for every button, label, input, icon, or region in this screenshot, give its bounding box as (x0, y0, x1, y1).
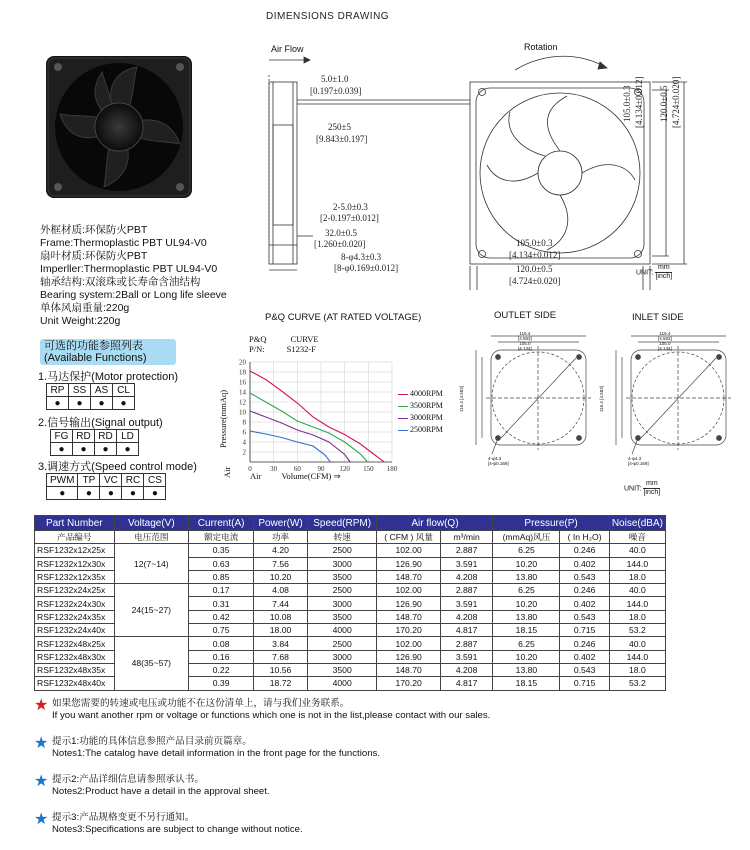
inlet-height (599, 386, 604, 412)
table-cell: 4.817 (440, 624, 493, 637)
table-cell: 18.72 (254, 677, 308, 690)
note-item (34, 812, 490, 836)
column-subheader: 产品编号 (35, 531, 115, 544)
function-grid-motor (46, 383, 135, 410)
page-title: DIMENSIONS DRAWING (266, 11, 390, 22)
table-cell: 3000 (307, 557, 377, 570)
table-cell: 40.0 (609, 584, 665, 597)
star-icon: ★ (34, 735, 49, 752)
function-group-title: 1.马达保护(Motor protection) (38, 371, 178, 383)
function-code: FG (51, 430, 73, 443)
table-cell: 2.887 (440, 544, 493, 557)
dim-label: 116.4 (519, 331, 531, 336)
function-dot: ● (144, 487, 166, 500)
pq-label: P&Q (249, 334, 267, 344)
table-cell: 6.25 (493, 584, 560, 597)
table-cell: 2500 (307, 584, 377, 597)
y-tick-label: 6 (242, 428, 246, 437)
y-tick-label: 18 (239, 368, 246, 377)
y-tick-label: 16 (239, 378, 246, 387)
function-grid-speed (46, 473, 166, 500)
dim-label: 116.4 (459, 401, 464, 412)
function-grid-signal (50, 429, 139, 456)
series-line (250, 393, 368, 462)
table-cell: 4.208 (440, 663, 493, 676)
table-cell: 0.246 (560, 637, 609, 650)
table-cell: 53.2 (609, 677, 665, 690)
table-cell: 2500 (307, 544, 377, 557)
dim-label: [4.134] (658, 346, 672, 351)
unit-inch: [inch] (655, 273, 673, 280)
dim-label: 5.0±1.0 (321, 74, 349, 84)
table-cell: 0.16 (189, 650, 254, 663)
table-cell: RSF1232x12x25x (35, 544, 115, 557)
x-tick-label: 180 (386, 465, 398, 473)
column-subheader: 噪音 (609, 531, 665, 544)
voltage-cell: 12(7~14) (114, 544, 189, 584)
table-cell: 0.402 (560, 557, 609, 570)
star-icon: ★ (34, 697, 49, 714)
table-cell: 126.90 (377, 650, 440, 663)
column-header: Air flow(Q) (377, 516, 493, 531)
table-cell: 18.0 (609, 610, 665, 623)
spec-table (34, 515, 666, 691)
star-icon: ★ (34, 811, 49, 828)
unit-mm: mm (655, 264, 672, 273)
functions-header (40, 339, 176, 365)
table-cell: RSF1232x24x40x (35, 624, 115, 637)
dim-label: [4.724±0.020] (509, 276, 561, 286)
inlet-holes (628, 456, 649, 466)
table-cell: 7.56 (254, 557, 308, 570)
table-cell: 2.887 (440, 584, 493, 597)
table-cell: 3000 (307, 597, 377, 610)
function-dot: ● (69, 397, 91, 410)
dim-label: 8-φ4.3±0.3 (341, 252, 382, 262)
table-cell: 0.402 (560, 597, 609, 610)
function-group-title: 3.调速方式(Speed control mode) (38, 461, 197, 473)
table-cell: 0.543 (560, 570, 609, 583)
note-en: Notes2:Product have a detail in the approval sheet. (52, 786, 270, 797)
table-cell: RSF1232x48x40x (35, 677, 115, 690)
table-cell: 3000 (307, 650, 377, 663)
table-cell: 10.20 (493, 597, 560, 610)
y-tick-label: 4 (242, 438, 246, 447)
pq-xlabel-volume: Volume(CFM) (281, 471, 332, 481)
function-code: RP (47, 384, 69, 397)
y-tick-label: 20 (239, 358, 246, 367)
airflow-label: Air Flow (271, 44, 304, 54)
note-item (34, 774, 490, 798)
table-cell: 102.00 (377, 584, 440, 597)
spec-line: Imperller:Thermoplastic PBT UL94-V0 (40, 263, 218, 275)
dim-label: [8-φ0.169±0.012] (334, 263, 399, 273)
function-code: RC (122, 474, 144, 487)
dim-label: 250±5 (328, 122, 351, 132)
voltage-cell: 24(15~27) (114, 584, 189, 637)
column-subheader: 额定电流 (189, 531, 254, 544)
note-cn: 提示1:功能的具体信息参照产品目录前页篇章。 (52, 736, 252, 747)
outlet-title: OUTLET SIDE (494, 310, 557, 321)
unit-legend-2 (624, 480, 660, 497)
function-code: RD (73, 430, 95, 443)
column-header: Power(W) (254, 516, 308, 531)
y-tick-label: 8 (242, 418, 246, 427)
spec-line: 单体风扇重量:220g (40, 302, 130, 314)
table-cell: 4000 (307, 624, 377, 637)
dim-label: 105.0 (519, 341, 531, 346)
table-cell: 4.20 (254, 544, 308, 557)
function-code: RD (95, 430, 117, 443)
dim-label: 4-φ4.3 (488, 456, 502, 461)
table-cell: 102.00 (377, 637, 440, 650)
x-tick-label: 120 (339, 465, 350, 473)
table-cell: 148.70 (377, 570, 440, 583)
dim-label: [9.843±0.197] (316, 134, 368, 144)
table-cell: 53.2 (609, 624, 665, 637)
y-tick-label: 14 (239, 388, 246, 397)
fan-photo (42, 52, 197, 202)
table-row (35, 637, 666, 650)
function-code: VC (100, 474, 122, 487)
table-cell: RSF1232x48x35x (35, 663, 115, 676)
unit-mm: mm (643, 480, 660, 489)
x-tick-label: 30 (270, 465, 278, 473)
pq-curve-label: CURVE (290, 334, 319, 344)
note-item (34, 698, 490, 722)
note-cn: 如果您需要的转速或电压或功能不在这份清单上，请与我们业务联系。 (52, 698, 350, 709)
column-header: Part Number (35, 516, 115, 531)
dim-label: [4.134±0.012] (509, 250, 561, 260)
function-code: AS (91, 384, 113, 397)
rotation-label: Rotation (524, 42, 558, 52)
table-cell: RSF1232x24x30x (35, 597, 115, 610)
pq-header (249, 334, 319, 354)
unit-label: UNIT: (636, 269, 654, 277)
table-cell: 170.20 (377, 677, 440, 690)
outlet-dims (518, 331, 532, 351)
table-cell: RSF1232x12x35x (35, 570, 115, 583)
table-cell: 7.44 (254, 597, 308, 610)
table-cell: 4.817 (440, 677, 493, 690)
function-dot: ● (91, 397, 113, 410)
spec-list (40, 224, 227, 328)
dim-label: [4.134] (518, 346, 532, 351)
function-code: SS (69, 384, 91, 397)
table-cell: 4000 (307, 677, 377, 690)
table-cell: 0.42 (189, 610, 254, 623)
legend-entry: 3500RPM (410, 401, 443, 410)
x-tick-label: 90 (317, 465, 325, 473)
table-cell: 0.39 (189, 677, 254, 690)
pq-ylabel-air: Air (222, 466, 232, 478)
table-cell: 0.17 (189, 584, 254, 597)
legend-entry: 2500RPM (410, 425, 443, 434)
table-cell: RSF1232x12x30x (35, 557, 115, 570)
inlet-title: INLET SIDE (632, 312, 684, 323)
function-dot: ● (117, 443, 139, 456)
column-subheader: m³/min (440, 531, 493, 544)
function-dot: ● (47, 397, 69, 410)
function-dot: ● (113, 397, 135, 410)
table-cell: 4.08 (254, 584, 308, 597)
table-cell: 170.20 (377, 624, 440, 637)
function-code: CL (113, 384, 135, 397)
column-subheader: ( CFM ) 风量 (377, 531, 440, 544)
note-en: Notes1:The catalog have detail information in the front page for the functions. (52, 748, 380, 759)
spec-line: Unit Weight:220g (40, 315, 121, 327)
note-en: If you want another rpm or voltage or functions which one is not in the list,please contact with our sales. (52, 710, 491, 721)
dim-label: [4.583] (518, 336, 532, 341)
function-dot: ● (100, 487, 122, 500)
function-code: CS (144, 474, 166, 487)
table-cell: 6.25 (493, 637, 560, 650)
function-code: LD (117, 430, 139, 443)
table-cell: 0.35 (189, 544, 254, 557)
table-cell: RSF1232x48x25x (35, 637, 115, 650)
table-cell: 6.25 (493, 544, 560, 557)
spec-line: Frame:Thermoplastic PBT UL94-V0 (40, 237, 207, 249)
dim-label: [0.197±0.039] (310, 86, 362, 96)
table-cell: 18.15 (493, 624, 560, 637)
table-cell: 102.00 (377, 544, 440, 557)
spec-line: Bearing system:2Ball or Long life sleeve (40, 289, 227, 301)
column-subheader: 转速 (307, 531, 377, 544)
x-tick-label: 60 (293, 465, 301, 473)
pq-section-title: P&Q CURVE (AT RATED VOLTAGE) (265, 312, 422, 323)
table-cell: 2500 (307, 637, 377, 650)
y-tick-label: 10 (239, 408, 246, 417)
column-header: Voltage(V) (114, 516, 189, 531)
dimension-drawing (255, 30, 695, 290)
functions-title-en: (Available Functions) (44, 352, 147, 364)
table-cell: 144.0 (609, 557, 665, 570)
dim-label: 32.0±0.5 (325, 228, 357, 238)
dim-label: [2-0.197±0.012] (320, 213, 379, 223)
dim-label: [1.260±0.020] (314, 239, 366, 249)
dim-label: 105.0±0.3 (516, 238, 553, 248)
column-subheader: ( In H₂O) (560, 531, 609, 544)
table-cell: 3.591 (440, 557, 493, 570)
pq-part-number: S1232-F (286, 344, 316, 354)
table-cell: 13.80 (493, 570, 560, 583)
table-cell: 2.887 (440, 637, 493, 650)
dim-label: 116.4 (659, 331, 671, 336)
dim-label: 120.0±0.5 (516, 264, 553, 274)
function-code: PWM (47, 474, 78, 487)
note-cn: 提示3:产品规格变更不另行通知。 (52, 812, 195, 823)
table-cell: 0.63 (189, 557, 254, 570)
table-cell: 144.0 (609, 597, 665, 610)
table-cell: 10.20 (493, 557, 560, 570)
pq-ylabel: Pressure(mmAq) (218, 389, 228, 448)
table-cell: RSF1232x24x25x (35, 584, 115, 597)
outlet-height (459, 386, 464, 412)
table-cell: 0.543 (560, 663, 609, 676)
function-group-title: 2.信号输出(Signal output) (38, 417, 163, 429)
table-cell: 126.90 (377, 557, 440, 570)
dim-label: 105.0 (659, 341, 671, 346)
spec-line: 外框材质:环保防火PBT (40, 224, 148, 236)
column-header: Current(A) (189, 516, 254, 531)
column-subheader: (mmAq)风压 (493, 531, 560, 544)
function-dot: ● (51, 443, 73, 456)
y-tick-label: 12 (239, 398, 246, 407)
table-cell: 148.70 (377, 663, 440, 676)
table-cell: 4.208 (440, 610, 493, 623)
dim-label: [4.583] (658, 336, 672, 341)
table-cell: 3500 (307, 663, 377, 676)
table-cell: 18.15 (493, 677, 560, 690)
function-dot: ● (73, 443, 95, 456)
table-cell: 0.715 (560, 624, 609, 637)
arrow-icon: ⇒ (333, 471, 341, 481)
legend-entry: 3000RPM (410, 413, 443, 422)
table-cell: 7.68 (254, 650, 308, 663)
table-cell: 18.0 (609, 663, 665, 676)
x-tick-label: 150 (363, 465, 374, 473)
table-cell: 0.715 (560, 677, 609, 690)
voltage-cell: 48(35~57) (114, 637, 189, 690)
pq-xlabel-air: Air (250, 471, 262, 481)
legend-entry: 4000RPM (410, 389, 443, 398)
table-cell: 10.20 (493, 650, 560, 663)
table-cell: 148.70 (377, 610, 440, 623)
dim-label: [4-φ0.169] (628, 461, 649, 466)
note-item (34, 736, 490, 760)
functions-title-cn: 可选的功能参照列表 (44, 340, 143, 352)
table-cell: RSF1232x24x35x (35, 610, 115, 623)
table-cell: 40.0 (609, 544, 665, 557)
table-cell: 13.80 (493, 610, 560, 623)
column-subheader: 电压范围 (114, 531, 189, 544)
function-dot: ● (95, 443, 117, 456)
x-tick-label: 0 (248, 465, 252, 473)
table-cell: 0.31 (189, 597, 254, 610)
unit-inch: [inch] (643, 489, 661, 496)
table-cell: 0.75 (189, 624, 254, 637)
pq-legend (398, 388, 443, 436)
table-cell: 10.20 (254, 570, 308, 583)
table-cell: 3.84 (254, 637, 308, 650)
table-cell: 3.591 (440, 650, 493, 663)
note-en: Notes3:Specifications are subject to change without notice. (52, 824, 303, 835)
table-cell: 3500 (307, 570, 377, 583)
table-cell: 144.0 (609, 650, 665, 663)
table-row (35, 544, 666, 557)
function-dot: ● (122, 487, 144, 500)
unit-label: UNIT: (624, 485, 642, 493)
y-tick-label: 2 (242, 448, 246, 457)
function-dot: ● (47, 487, 78, 500)
note-cn: 提示2:产品详细信息请参照承认书。 (52, 774, 204, 785)
inlet-dims (658, 331, 672, 351)
table-cell: 126.90 (377, 597, 440, 610)
table-cell: 0.08 (189, 637, 254, 650)
table-cell: 0.543 (560, 610, 609, 623)
dim-label: 116.4 (599, 401, 604, 412)
column-header: Noise(dBA) (609, 516, 665, 531)
pq-xlabel (250, 471, 341, 482)
notes (34, 698, 490, 836)
table-cell: 13.80 (493, 663, 560, 676)
spec-line: 轴承结构:双滚珠或长寿命含油结构 (40, 276, 201, 288)
table-cell: 0.246 (560, 544, 609, 557)
dim-label: [4-φ0.169] (488, 461, 509, 466)
table-cell: 3.591 (440, 597, 493, 610)
dim-label: [4.583] (459, 386, 464, 400)
column-header: Speed(RPM) (307, 516, 377, 531)
table-cell: 18.0 (609, 570, 665, 583)
unit-legend (636, 264, 672, 281)
table-cell: 18.00 (254, 624, 308, 637)
table-cell: 10.08 (254, 610, 308, 623)
table-cell: 4.208 (440, 570, 493, 583)
series-line (250, 431, 330, 462)
table-cell: 0.246 (560, 584, 609, 597)
table-row (35, 584, 666, 597)
table-cell: 0.85 (189, 570, 254, 583)
column-subheader: 功率 (254, 531, 308, 544)
table-cell: RSF1232x48x30x (35, 650, 115, 663)
pq-pn-label: P/N: (249, 344, 265, 354)
function-dot: ● (78, 487, 100, 500)
table-cell: 3500 (307, 610, 377, 623)
table-cell: 0.402 (560, 650, 609, 663)
table-cell: 40.0 (609, 637, 665, 650)
dim-label: 2-5.0±0.3 (333, 202, 368, 212)
outlet-holes (488, 456, 509, 466)
dim-label: 4-φ4.3 (628, 456, 642, 461)
dim-label: 120.0±0.5 (659, 85, 669, 122)
column-header: Pressure(P) (493, 516, 609, 531)
dim-label: 105.0±0.3 (622, 85, 632, 122)
table-cell: 10.56 (254, 663, 308, 676)
star-icon: ★ (34, 773, 49, 790)
dim-label: [4.134±0.012] (634, 76, 644, 128)
function-code: TP (78, 474, 100, 487)
dim-label: [4.724±0.020] (671, 76, 681, 128)
spec-line: 扇叶材质:环保防火PBT (40, 250, 148, 262)
dim-label: [4.583] (599, 386, 604, 400)
table-cell: 0.22 (189, 663, 254, 676)
